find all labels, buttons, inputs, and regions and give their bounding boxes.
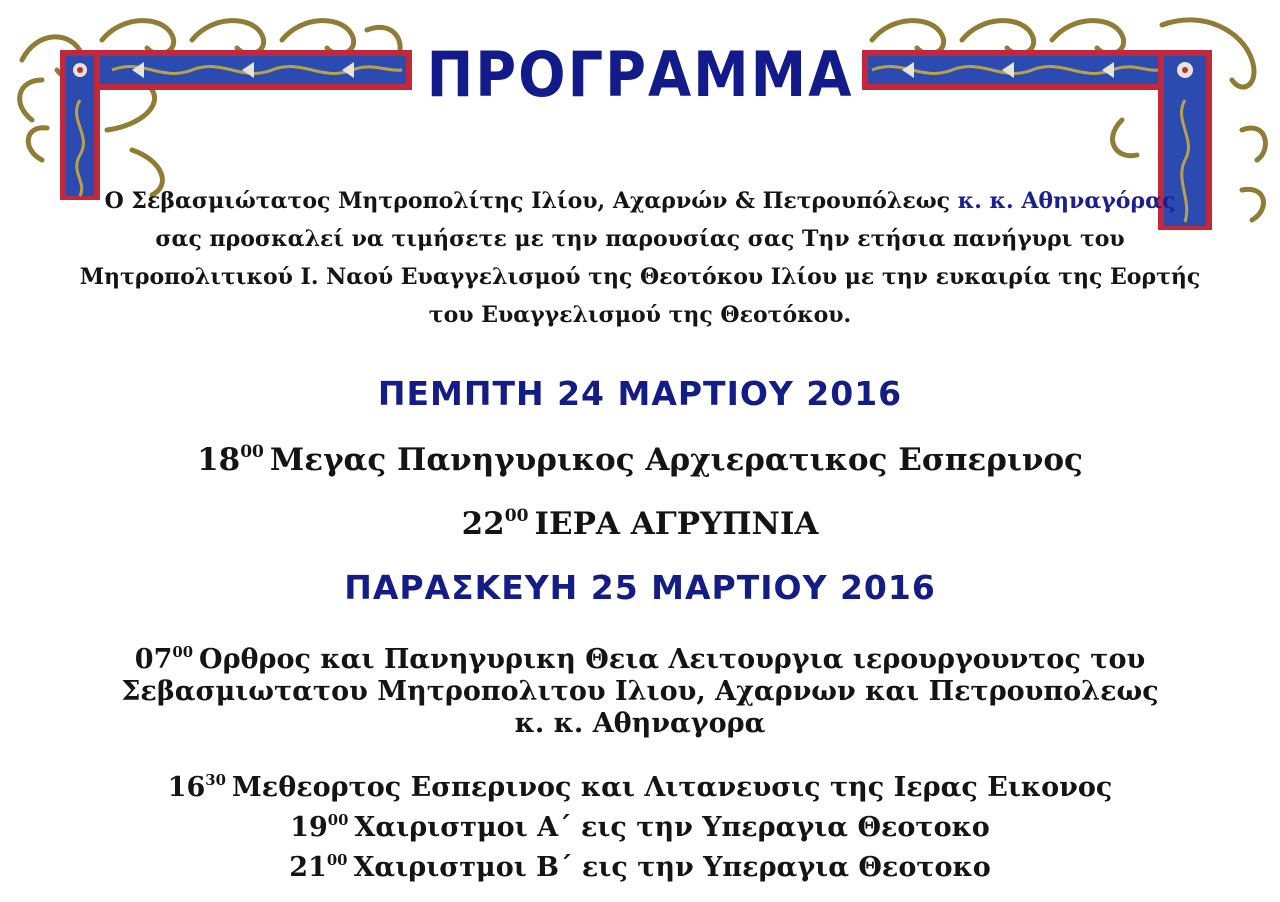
schedule-item xyxy=(0,844,1280,884)
schedule-text: Χαιρισтμοι Β΄ εις την Υπεραγια Θεοτοκο xyxy=(353,852,991,884)
schedule-afternoon xyxy=(0,764,1280,884)
schedule-minute: 00 xyxy=(327,811,349,830)
schedule-hour: 16 xyxy=(167,772,206,804)
schedule-minute: 00 xyxy=(172,643,194,661)
invitation-line-2: σας προσκαλεί να τιμήσετε με την παρουσίας σας Την ετήσια πανήγυρι του xyxy=(155,226,1125,252)
schedule-item xyxy=(0,804,1280,844)
invitation-text xyxy=(0,182,1280,334)
schedule-minute: 00 xyxy=(240,442,264,463)
schedule-text: Μεθεορτος Εσπερινος και Λιτανευσις της Ιερας Εικονος xyxy=(231,772,1113,804)
schedule-minute: 00 xyxy=(326,851,348,870)
schedule-minute: 30 xyxy=(205,771,226,789)
day-heading-friday: ΠΑΡΑΣΚΕΥΗ 25 ΜΑΡΤΙΟΥ 2016 xyxy=(344,568,936,607)
schedule-hour: 21 xyxy=(289,852,327,884)
page-title: ΠΡΟΓΡΑΜΜΑ xyxy=(426,38,854,111)
schedule-text: Ορθρος και Πανηγυρικη Θεια Λειτουργια ιερουργουντος του xyxy=(199,644,1146,676)
invitation-line-4: του Ευαγγελισμού της Θεοτόκου. xyxy=(428,302,852,328)
invitation-line-1 xyxy=(0,182,1280,220)
metropolitan-name: κ. κ. Αθηναγόρας xyxy=(957,188,1176,214)
schedule-hour: 07 xyxy=(134,644,173,676)
schedule-text: Χαιρισтμοι Α΄ εις την Υπεραγια Θεοτοκο xyxy=(354,812,990,844)
invitation-line-3: Μητροπολιτικού Ι. Ναού Ευαγγελισμού της Θεοτόκου Ιλίου με την ευκαιρία της Εορτής xyxy=(79,264,1201,290)
schedule-hour: 19 xyxy=(290,812,328,844)
schedule-item xyxy=(0,764,1280,804)
liturgy-line-3: κ. κ. Αθηναγορα xyxy=(514,708,766,740)
day-heading-thursday: ΠΕΜΠΤΗ 24 ΜΑΡΤΙΟΥ 2016 xyxy=(377,374,903,413)
schedule-text: ΙΕΡΑ ΑΓΡΥΠΝΙΑ xyxy=(534,506,819,542)
schedule-item xyxy=(0,442,1280,478)
invitation-line-1-text: Ο Σεβασμιώτατος Μητροπολίτης Ιλίου, Αχαρνών & Πετρουπόλεως xyxy=(104,188,958,214)
schedule-item-liturgy xyxy=(0,636,1280,740)
schedule-item xyxy=(0,506,1280,542)
liturgy-line-2: Σεβασμιωτατου Μητροπολιτου Ιλιου, Αχαρνων και Πετρουπολεως xyxy=(121,676,1159,708)
schedule-hour: 22 xyxy=(461,506,505,542)
liturgy-line-1 xyxy=(0,636,1280,676)
schedule-hour: 18 xyxy=(197,442,241,478)
schedule-minute: 00 xyxy=(504,506,529,527)
schedule-text: Μεγας Πανηγυρικος Αρχιερατικος Εσπερινος xyxy=(269,442,1083,478)
